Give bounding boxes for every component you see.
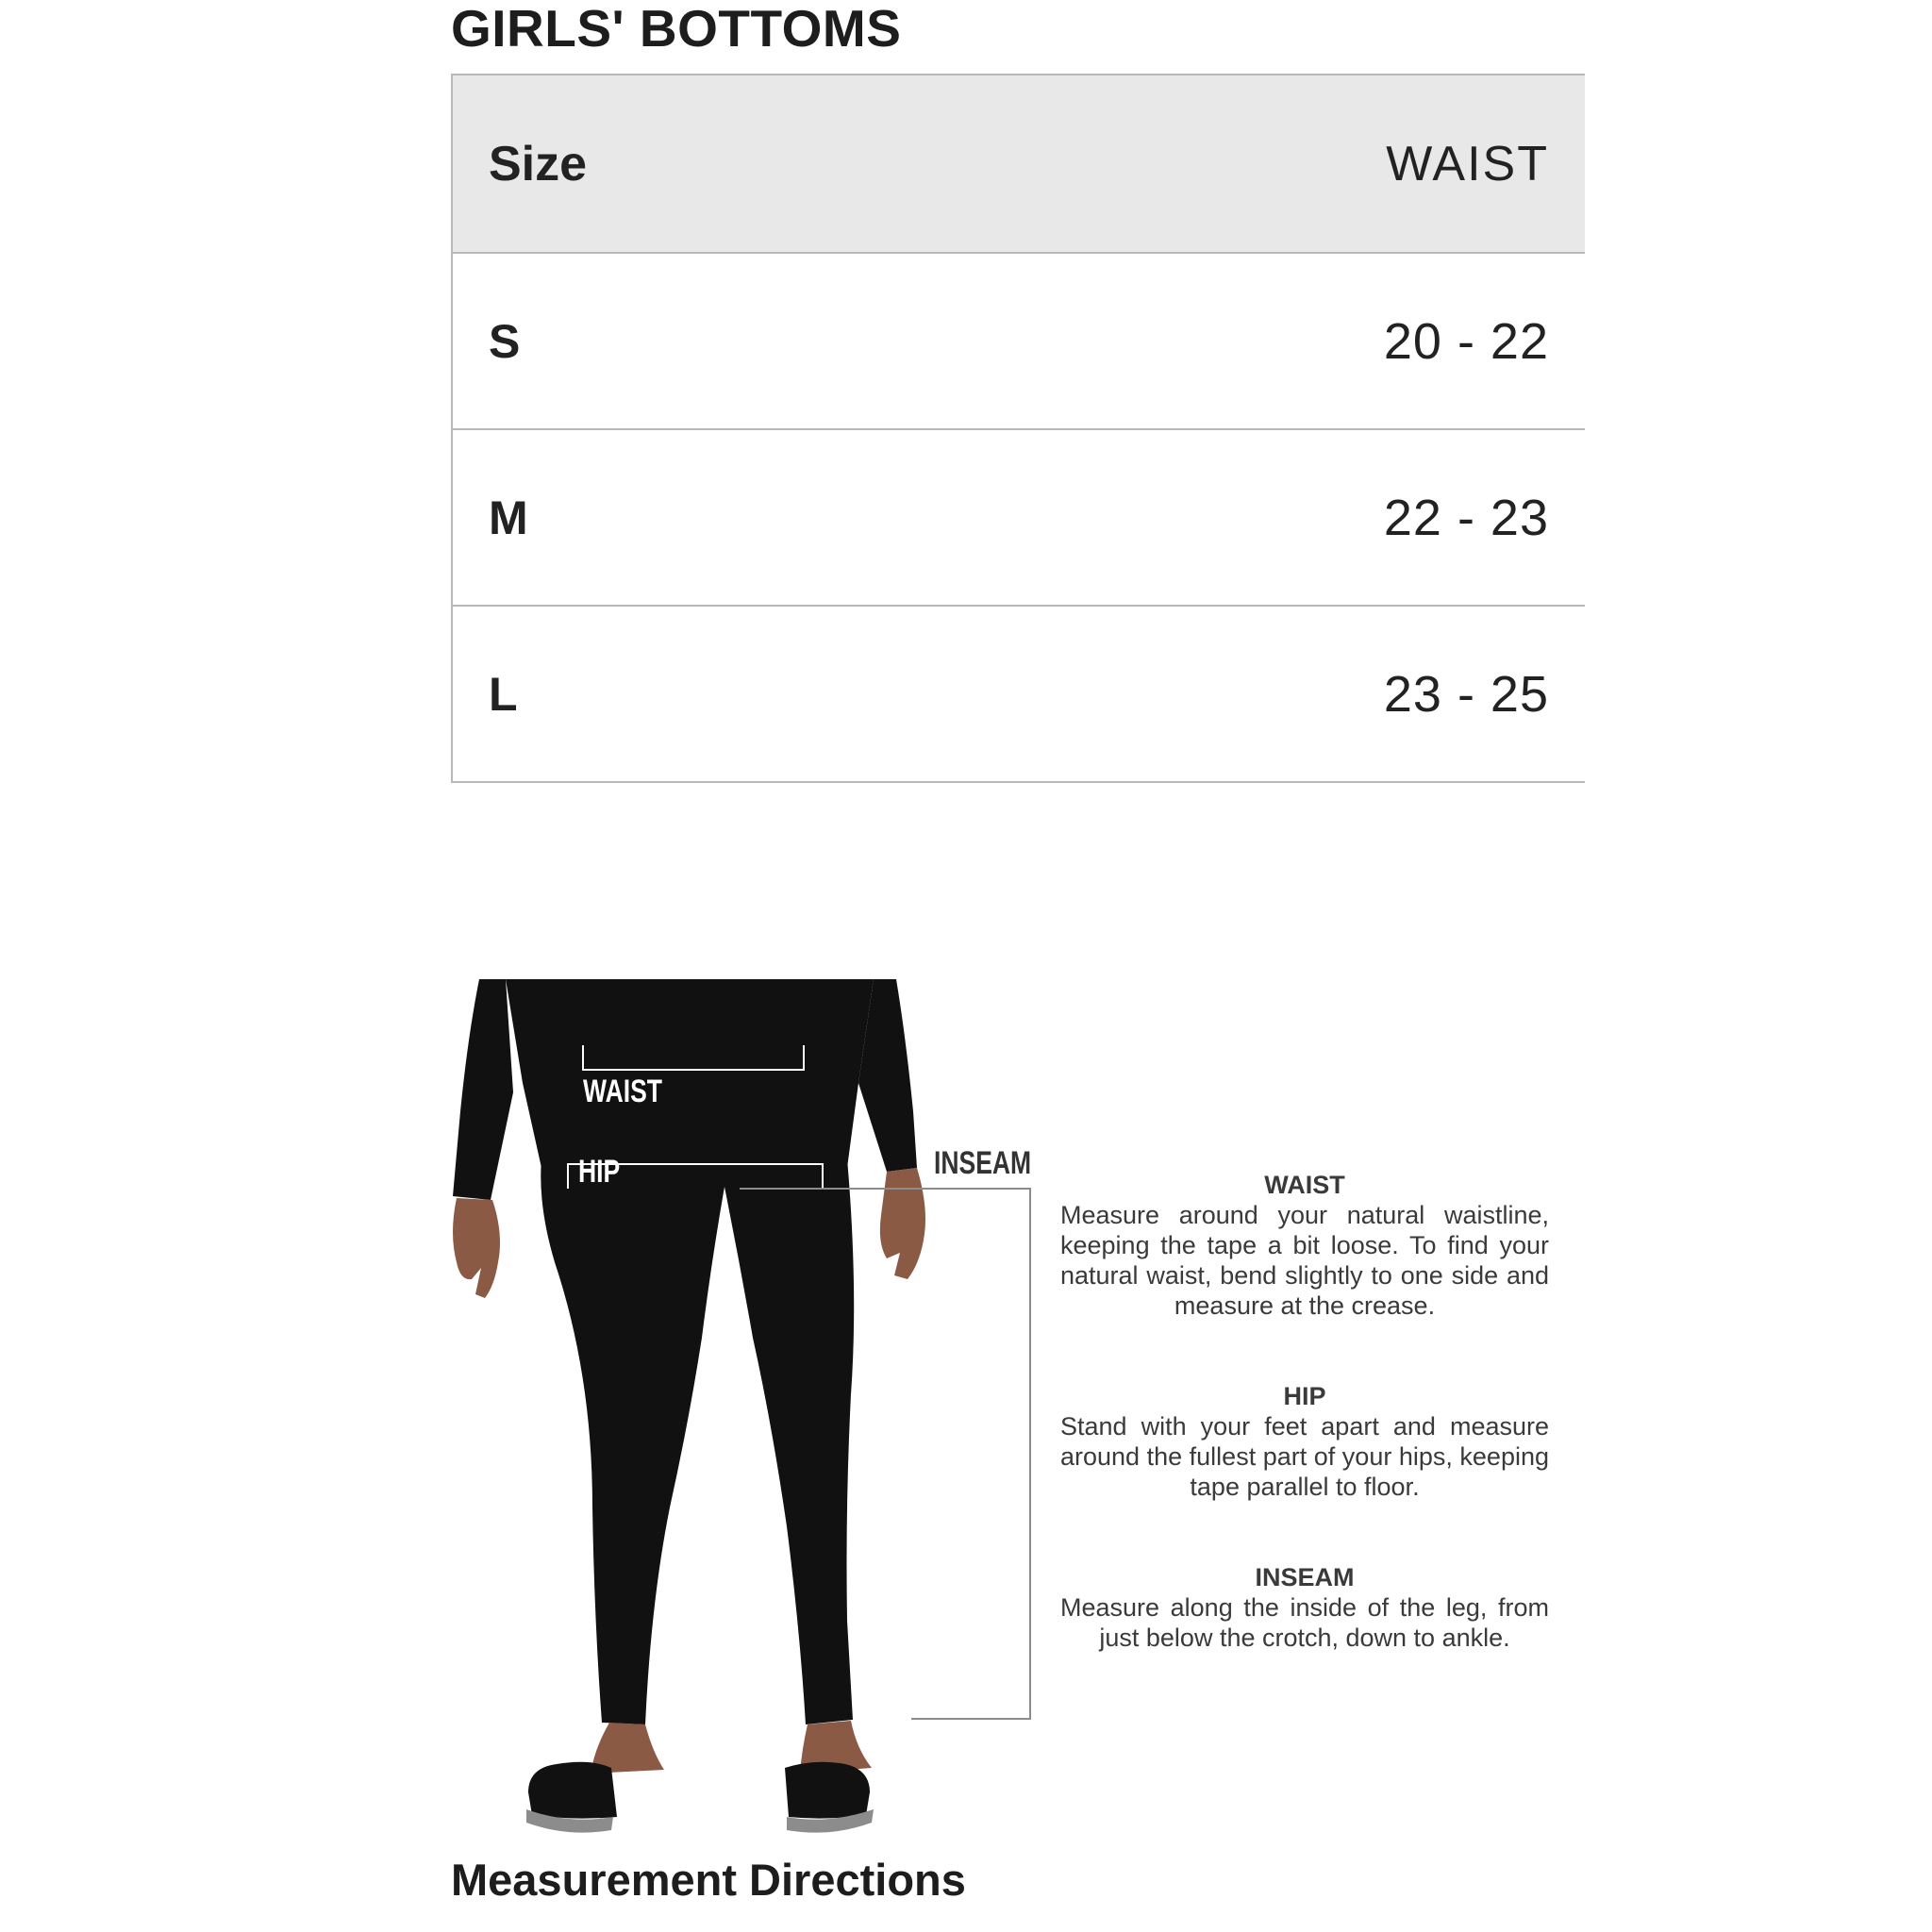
left-hand xyxy=(453,1198,500,1298)
inseam-direction-heading: INSEAM xyxy=(1255,1563,1355,1591)
page-title: GIRLS' BOTTOMS xyxy=(451,0,902,58)
hip-direction xyxy=(1060,1381,1549,1502)
hip-figure-label: HIP xyxy=(578,1154,621,1190)
size-cell: S xyxy=(489,314,521,368)
model-illustration xyxy=(451,979,1055,1838)
hip-direction-text: Stand with your feet apart and measure around the fullest part of your hips, keeping tape parallel to floor. xyxy=(1060,1412,1549,1501)
size-column-header: Size xyxy=(489,136,588,192)
table-header-row xyxy=(453,74,1585,254)
inseam-direction xyxy=(1060,1562,1549,1653)
table-row xyxy=(453,430,1585,607)
size-cell: L xyxy=(489,667,518,721)
waist-cell: 20 - 22 xyxy=(1383,312,1549,370)
size-cell: M xyxy=(489,491,528,544)
left-sandal xyxy=(528,1762,617,1819)
waist-direction-heading: WAIST xyxy=(1264,1171,1345,1199)
waist-cell: 23 - 25 xyxy=(1383,665,1549,723)
hip-direction-heading: HIP xyxy=(1283,1382,1326,1410)
waist-direction xyxy=(1060,1170,1549,1321)
left-sleeve xyxy=(453,979,513,1200)
table-row xyxy=(453,607,1585,783)
waist-cell: 22 - 23 xyxy=(1383,489,1549,546)
table-row xyxy=(453,254,1585,430)
waist-column-header: WAIST xyxy=(1386,136,1549,192)
size-chart-table xyxy=(451,74,1585,783)
inseam-figure-label: INSEAM xyxy=(934,1145,1032,1181)
leggings xyxy=(541,1158,854,1724)
waist-figure-label: WAIST xyxy=(583,1074,662,1109)
waist-direction-text: Measure around your natural waistline, keeping the tape a bit loose. To find your natural waist, bend slightly to one side and measure at the crease. xyxy=(1060,1201,1549,1320)
measurement-figure xyxy=(451,979,1055,1838)
inseam-direction-text: Measure along the inside of the leg, from just below the crotch, down to ankle. xyxy=(1060,1593,1549,1652)
measurement-directions-title: Measurement Directions xyxy=(451,1855,966,1905)
torso-top xyxy=(506,979,874,1168)
right-sandal xyxy=(785,1762,870,1819)
right-hand xyxy=(880,1168,925,1279)
